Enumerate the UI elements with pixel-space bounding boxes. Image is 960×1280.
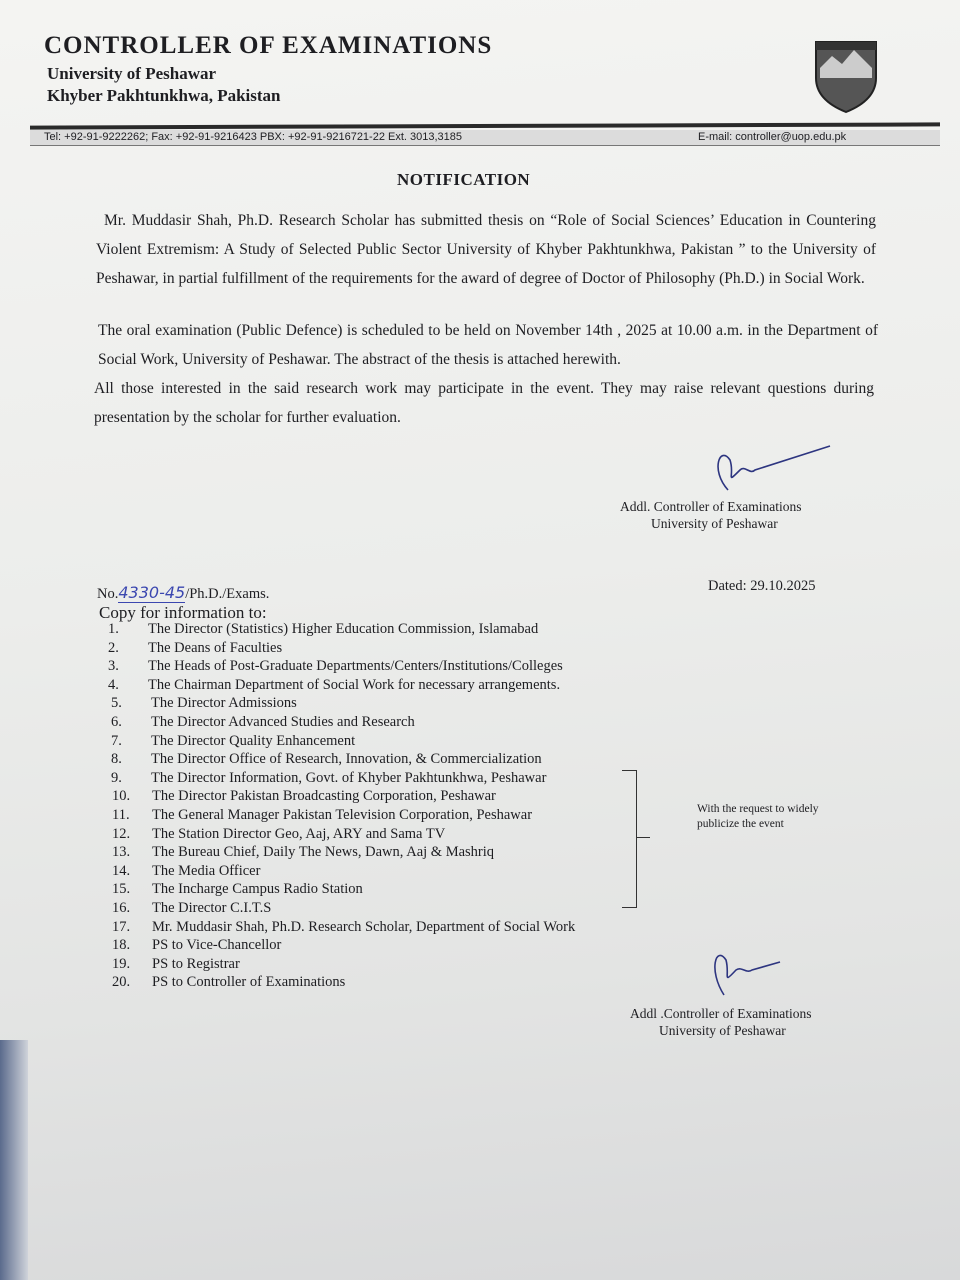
copy-list-item	[108, 658, 571, 677]
copy-list-item	[111, 695, 574, 714]
university-name: University of Peshawar	[47, 64, 217, 83]
item-number: 2.	[108, 639, 119, 656]
item-text: PS to Controller of Examinations	[152, 974, 346, 991]
item-text: The Bureau Chief, Daily The News, Dawn, Aaj & Mashriq	[152, 844, 495, 861]
item-number: 17.	[112, 918, 131, 935]
item-text: The Director C.I.T.S	[152, 899, 272, 916]
item-number: 13.	[112, 844, 131, 861]
item-text: The Incharge Campus Radio Station	[152, 881, 363, 898]
contact-email: E-mail: controller@uop.edu.pk	[698, 131, 847, 143]
signature-1-designation: Addl. Controller of Examinations	[620, 499, 802, 514]
item-text: The General Manager Pakistan Television Corporation, Peshawar	[152, 806, 533, 823]
contact-phone: Tel: +92-91-9222262; Fax: +92-91-9216423 PBX: +92-91-9216721-22 Ext. 3013,3185	[44, 131, 463, 143]
signature-2-org: University of Peshawar	[659, 1023, 786, 1038]
item-text: The Media Officer	[152, 862, 261, 879]
item-number: 3.	[108, 658, 119, 675]
item-number: 12.	[112, 825, 131, 842]
copy-list-item	[112, 900, 575, 919]
item-number: 7.	[111, 732, 122, 749]
copy-list-item	[112, 863, 575, 882]
item-text: The Chairman Department of Social Work for necessary arrangements.	[148, 676, 561, 693]
copy-list-item	[112, 919, 575, 938]
copy-heading: Copy for information to:	[99, 603, 267, 622]
office-title: CONTROLLER OF EXAMINATIONS	[44, 32, 493, 59]
copy-list-item	[112, 826, 575, 845]
item-text: The Director Pakistan Broadcasting Corporation, Peshawar	[152, 788, 496, 805]
item-number: 8.	[111, 751, 122, 768]
item-number: 16.	[112, 899, 131, 916]
item-number: 11.	[112, 806, 130, 823]
date: Dated: 29.10.2025	[708, 578, 816, 594]
item-number: 9.	[111, 769, 122, 786]
copy-list-item	[111, 714, 574, 733]
signature-2-designation: Addl .Controller of Examinations	[630, 1006, 812, 1021]
item-text: The Deans of Faculties	[148, 639, 283, 656]
university-seal-icon	[812, 38, 880, 114]
item-text: Mr. Muddasir Shah, Ph.D. Research Scholar, Department of Social Work	[152, 918, 576, 935]
paragraph-participation: All those interested in the said research work may participate in the event. They may raise relevant questions during presentation by the scholar for further evaluation.	[94, 380, 874, 426]
item-number: 10.	[112, 788, 131, 805]
copy-list-item	[111, 770, 574, 789]
ref-prefix: No.	[97, 586, 119, 602]
contact-bar	[30, 130, 940, 146]
copy-list-item	[108, 677, 571, 696]
reference-number	[97, 583, 269, 603]
copy-list-item	[108, 621, 571, 640]
handwritten-number: 4330-45	[118, 583, 186, 602]
copy-list-item	[108, 640, 571, 659]
copy-list-item	[112, 881, 575, 900]
copy-list	[108, 621, 576, 993]
bracket	[622, 770, 637, 908]
item-number: 18.	[112, 937, 131, 954]
copy-list-item	[111, 733, 574, 752]
item-text: The Director Advanced Studies and Research	[151, 713, 415, 730]
signature-1-org: University of Peshawar	[651, 516, 778, 531]
signature-2	[700, 940, 800, 1000]
province-name: Khyber Pakhtunkhwa, Pakistan	[47, 86, 281, 105]
item-number: 6.	[111, 713, 122, 730]
item-text: The Director (Statistics) Higher Education Commission, Islamabad	[148, 621, 539, 637]
ref-suffix: /Ph.D./Exams.	[185, 586, 270, 602]
item-number: 14.	[112, 862, 131, 879]
item-number: 15.	[112, 881, 131, 898]
item-text: The Heads of Post-Graduate Departments/Centers/Institutions/Colleges	[148, 658, 563, 675]
item-text: PS to Vice-Chancellor	[152, 937, 282, 954]
item-text: The Station Director Geo, Aaj, ARY and Sama TV	[152, 825, 446, 842]
header-rule	[30, 122, 940, 129]
signature-1	[700, 440, 840, 500]
item-text: The Director Office of Research, Innovation, & Commercialization	[151, 751, 542, 768]
paragraph-defence: The oral examination (Public Defence) is scheduled to be held on November 14th , 2025 at 10.00 a.m. in the Department of Social Work, University of Peshawar. The abstract of the thesis is attached herewith.	[98, 322, 878, 368]
copy-list-item	[112, 788, 575, 807]
item-text: The Director Quality Enhancement	[151, 732, 356, 749]
copy-list-item	[112, 937, 575, 956]
copy-list-item	[112, 974, 575, 993]
folder-edge	[0, 1040, 28, 1280]
copy-list-item	[112, 844, 575, 863]
copy-list-item	[112, 956, 575, 975]
item-number: 19.	[112, 955, 131, 972]
brace-note: With the request to widely publicize the event	[697, 803, 819, 830]
item-number: 4.	[108, 676, 119, 693]
item-number: 1.	[108, 621, 119, 637]
item-text: PS to Registrar	[152, 955, 240, 972]
notification-title: NOTIFICATION	[397, 170, 531, 189]
copy-list-item	[112, 807, 575, 826]
paragraph-thesis: Mr. Muddasir Shah, Ph.D. Research Scholar has submitted thesis on “Role of Social Sciences’ Education in Countering Violent Extremism: A Study of Selected Public Sector University of Khyber Pakhtunkhwa, Pakistan ” to the University of Peshawar, in partial fulfillment of the requirements for the award of degree of Doctor of Philosophy (Ph.D.) in Social Work.	[96, 212, 876, 287]
item-text: The Director Admissions	[151, 695, 297, 712]
item-text: The Director Information, Govt. of Khyber Pakhtunkhwa, Peshawar	[151, 769, 547, 786]
item-number: 20.	[112, 974, 131, 991]
copy-list-item	[111, 751, 574, 770]
item-number: 5.	[111, 695, 122, 712]
